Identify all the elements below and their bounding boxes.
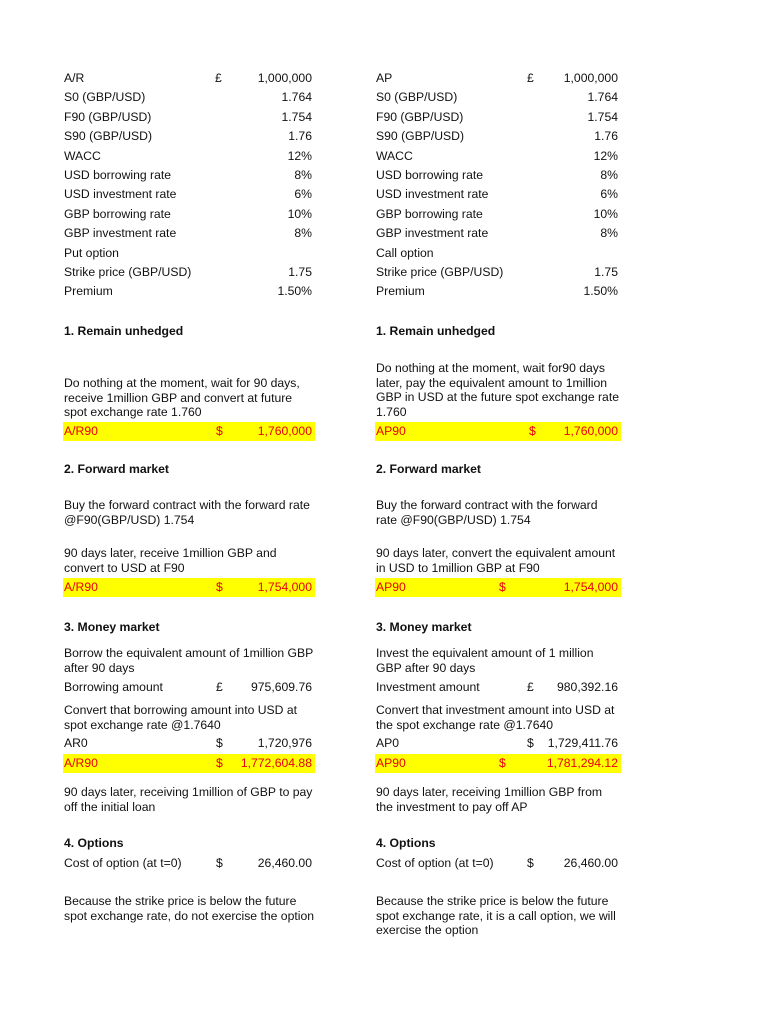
amount-value: 26,460.00 — [563, 856, 618, 870]
param-label: Premium — [376, 284, 425, 299]
section-heading — [63, 460, 315, 479]
param-row — [63, 205, 315, 224]
param-value: 8% — [294, 226, 312, 241]
result-row — [375, 422, 621, 441]
amount-label: Borrowing amount — [64, 680, 163, 694]
param-row — [375, 244, 621, 263]
result-row — [63, 578, 315, 597]
result-label: AP90 — [376, 756, 406, 770]
param-value: 1.764 — [587, 90, 618, 105]
param-value: 8% — [600, 167, 618, 182]
section-text: Convert that investment amount into USD at the spot exchange rate @1.7640 — [376, 703, 615, 732]
result-row — [63, 754, 315, 773]
amount-row — [63, 854, 315, 873]
result-label: A/R90 — [64, 424, 98, 438]
param-row — [375, 185, 621, 204]
param-value: 1.76 — [594, 129, 618, 144]
param-label: S0 (GBP/USD) — [64, 90, 146, 105]
section-text: Do nothing at the moment, wait for90 days later, pay the equivalent amount to 1million GBP in USD at the future spot exchange rate 1.760 — [376, 361, 619, 419]
section-heading — [63, 834, 315, 853]
param-label: S0 (GBP/USD) — [376, 90, 458, 105]
amount-row — [63, 734, 315, 753]
param-row — [375, 108, 621, 127]
param-row — [375, 282, 621, 301]
section-text: 90 days later, receiving 1million of GBP to pay off the initial loan — [64, 785, 313, 814]
amount-row — [63, 678, 315, 697]
currency-symbol: $ — [216, 736, 223, 750]
param-label: WACC — [64, 148, 101, 163]
param-label: A/R — [64, 71, 85, 85]
result-label: AP90 — [376, 580, 406, 594]
result-value: 1,754,000 — [257, 580, 312, 594]
param-label: USD borrowing rate — [376, 167, 484, 182]
param-row — [375, 88, 621, 107]
param-value: 8% — [600, 226, 618, 241]
param-row — [375, 69, 621, 88]
param-label: WACC — [376, 148, 413, 163]
param-row — [375, 166, 621, 185]
param-label: GBP investment rate — [64, 226, 177, 241]
section-heading — [375, 322, 621, 341]
amount-value: 26,460.00 — [257, 856, 312, 870]
currency-symbol: £ — [216, 680, 223, 694]
amount-label: Investment amount — [376, 680, 480, 694]
section-heading — [63, 618, 315, 637]
section-text: Borrow the equivalent amount of 1million GBP after 90 days — [64, 646, 314, 675]
param-value: 12% — [593, 148, 618, 163]
amount-label: AP0 — [376, 736, 400, 750]
result-row — [375, 754, 621, 773]
currency-symbol: $ — [499, 580, 506, 594]
param-label: USD investment rate — [64, 187, 177, 202]
currency-symbol: $ — [216, 756, 223, 770]
section-title: 2. Forward market — [64, 462, 169, 476]
param-label: Put option — [64, 245, 119, 260]
result-value: 1,781,294.12 — [546, 756, 618, 770]
section-text: Buy the forward contract with the forward rate @F90(GBP/USD) 1.754 — [376, 498, 598, 527]
currency-symbol: £ — [527, 680, 534, 694]
param-label: Call option — [376, 245, 434, 260]
param-value: 1.75 — [288, 264, 312, 279]
param-label: GBP borrowing rate — [64, 206, 171, 221]
param-value: 10% — [593, 206, 618, 221]
param-label: AP — [376, 71, 393, 85]
param-label: S90 (GBP/USD) — [376, 129, 465, 144]
section-title: 3. Money market — [64, 620, 160, 634]
section-heading — [63, 322, 315, 341]
section-title: 4. Options — [376, 836, 436, 850]
param-label: GBP investment rate — [376, 226, 489, 241]
currency-symbol: £ — [215, 71, 222, 85]
param-label: F90 (GBP/USD) — [64, 109, 152, 124]
param-value: 8% — [294, 167, 312, 182]
section-title: 1. Remain unhedged — [376, 324, 496, 338]
result-value: 1,760,000 — [257, 424, 312, 438]
section-heading — [375, 460, 621, 479]
currency-symbol: $ — [216, 424, 223, 438]
section-text: Because the strike price is below the future spot exchange rate, it is a call option, we will exercise the option — [376, 894, 616, 938]
param-label: Strike price (GBP/USD) — [376, 264, 504, 279]
param-label: Strike price (GBP/USD) — [64, 264, 192, 279]
amount-value: 980,392.16 — [557, 680, 618, 694]
param-row — [375, 263, 621, 282]
section-text: Invest the equivalent amount of 1 million GBP after 90 days — [376, 646, 594, 675]
amount-value: 975,609.76 — [251, 680, 312, 694]
param-value: 6% — [600, 187, 618, 202]
result-label: A/R90 — [64, 580, 98, 594]
param-value: 1.764 — [281, 90, 312, 105]
param-row — [63, 185, 315, 204]
result-label: A/R90 — [64, 756, 98, 770]
currency-symbol: $ — [527, 736, 534, 750]
param-row — [63, 244, 315, 263]
param-row — [63, 88, 315, 107]
param-row — [375, 127, 621, 146]
param-value: 1,000,000 — [563, 71, 618, 85]
result-row — [63, 422, 315, 441]
amount-label: Cost of option (at t=0) — [64, 856, 182, 870]
param-value: 1,000,000 — [257, 71, 312, 85]
param-row — [63, 108, 315, 127]
amount-label: Cost of option (at t=0) — [376, 856, 494, 870]
param-row — [63, 263, 315, 282]
result-value: 1,760,000 — [563, 424, 618, 438]
section-text: Because the strike price is below the future spot exchange rate, do not exercise the option — [64, 894, 315, 923]
section-heading — [375, 834, 621, 853]
amount-row — [375, 678, 621, 697]
result-label: AP90 — [376, 424, 406, 438]
amount-row — [375, 734, 621, 753]
param-value: 1.754 — [587, 109, 618, 124]
param-value: 1.50% — [277, 284, 312, 299]
currency-symbol: £ — [527, 71, 534, 85]
currency-symbol: $ — [529, 424, 536, 438]
param-row — [63, 224, 315, 243]
section-text: Convert that borrowing amount into USD at spot exchange rate @1.7640 — [64, 703, 298, 732]
section-heading — [375, 618, 621, 637]
param-label: USD investment rate — [376, 187, 489, 202]
section-title: 2. Forward market — [376, 462, 481, 476]
param-label: F90 (GBP/USD) — [376, 109, 464, 124]
param-value: 1.76 — [288, 129, 312, 144]
section-title: 1. Remain unhedged — [64, 324, 184, 338]
currency-symbol: $ — [216, 856, 223, 870]
amount-value: 1,729,411.76 — [547, 736, 618, 750]
parameters-table — [375, 69, 621, 302]
param-row — [63, 282, 315, 301]
result-value: 1,772,604.88 — [240, 756, 312, 770]
amount-label: AR0 — [64, 736, 88, 750]
param-value: 1.75 — [594, 264, 618, 279]
param-value: 10% — [287, 206, 312, 221]
section-title: 4. Options — [64, 836, 124, 850]
parameters-table — [63, 69, 315, 302]
result-row — [375, 578, 621, 597]
result-value: 1,754,000 — [563, 580, 618, 594]
param-value: 12% — [287, 148, 312, 163]
param-label: GBP borrowing rate — [376, 206, 483, 221]
param-row — [63, 69, 315, 88]
param-row — [375, 205, 621, 224]
param-value: 1.754 — [281, 109, 312, 124]
param-row — [375, 224, 621, 243]
currency-symbol: $ — [499, 756, 506, 770]
param-row — [375, 147, 621, 166]
param-row — [63, 166, 315, 185]
amount-value: 1,720,976 — [257, 736, 312, 750]
param-value: 1.50% — [583, 284, 618, 299]
param-row — [63, 147, 315, 166]
section-text: 90 days later, receiving 1million GBP from the investment to pay off AP — [376, 785, 603, 814]
param-label: USD borrowing rate — [64, 167, 172, 182]
section-title: 3. Money market — [376, 620, 472, 634]
param-label: S90 (GBP/USD) — [64, 129, 153, 144]
currency-symbol: $ — [216, 580, 223, 594]
param-row — [63, 127, 315, 146]
section-text: Do nothing at the moment, wait for 90 days, receive 1million GBP and convert at future spot exchange rate 1.760 — [64, 376, 300, 420]
param-label: Premium — [64, 284, 113, 299]
amount-row — [375, 854, 621, 873]
section-text: 90 days later, convert the equivalent amount in USD to 1million GBP at F90 — [376, 546, 616, 575]
currency-symbol: $ — [527, 856, 534, 870]
section-text: 90 days later, receive 1million GBP and convert to USD at F90 — [64, 546, 277, 575]
section-text: Buy the forward contract with the forward rate @F90(GBP/USD) 1.754 — [64, 498, 310, 527]
param-value: 6% — [294, 187, 312, 202]
